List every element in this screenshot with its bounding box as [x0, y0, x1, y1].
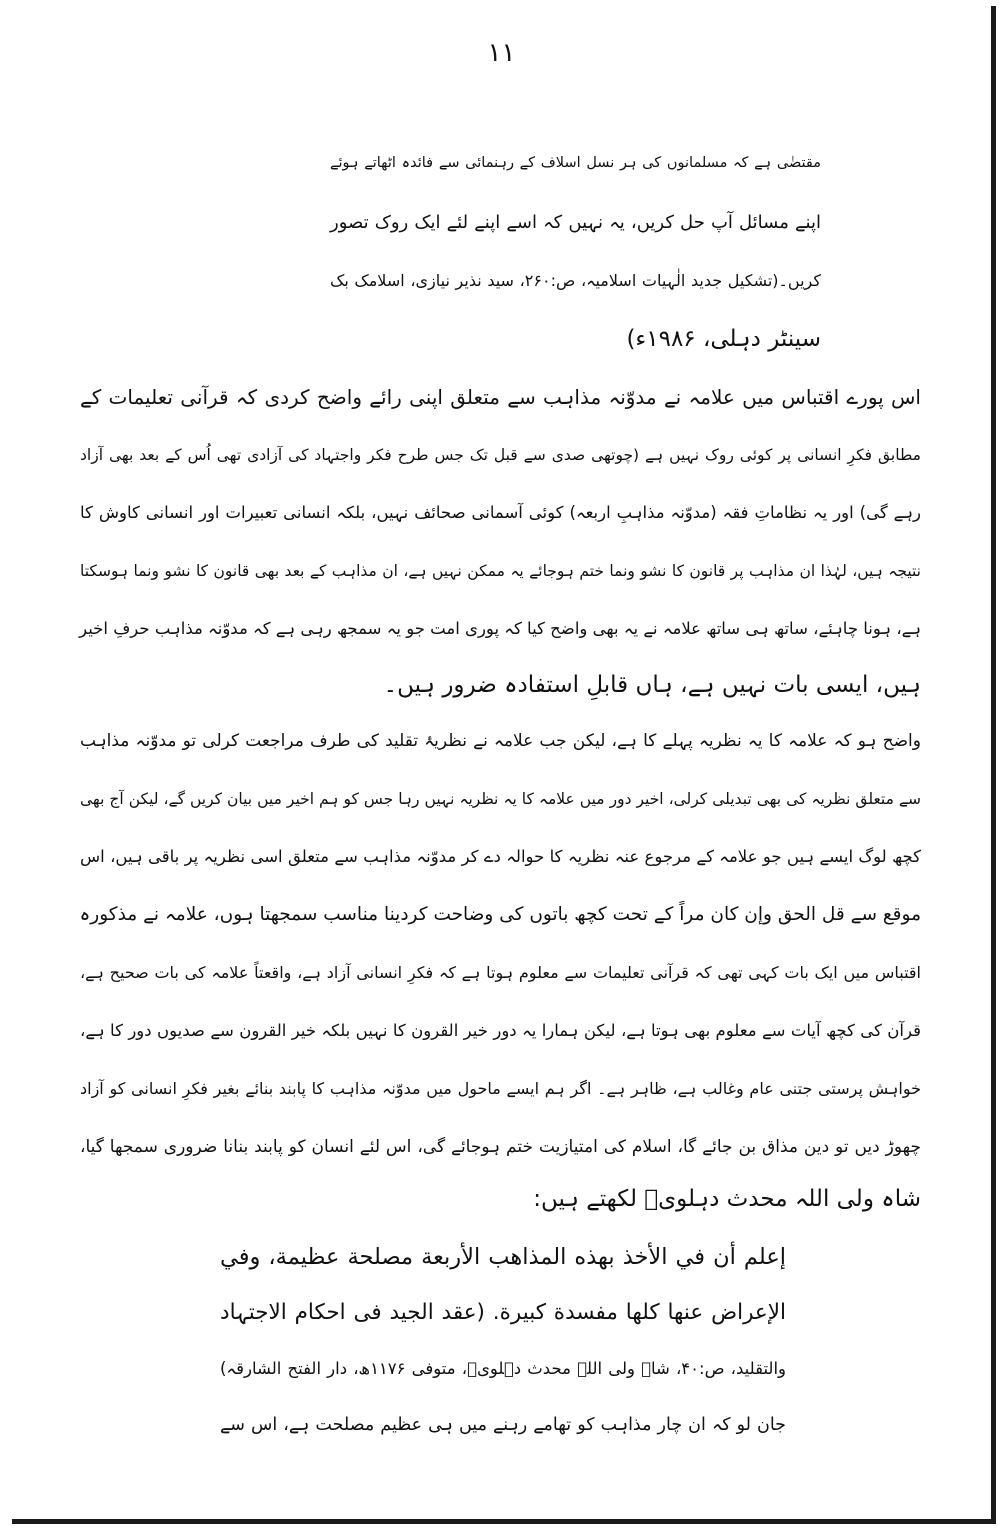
body-line: شاہ ولی اللہ محدث دہلویؒ لکھتے ہیں:	[533, 1186, 921, 1212]
body-line: سے متعلق نظریہ کی بھی تبدیلی کرلی، اخیر دور میں علامہ کا یہ نظریہ نہیں رہا جس کو ہم اخیر میں بیان کریں گے، لیکن آج بھی	[80, 790, 921, 808]
body-line: واضح ہو کہ علامہ کا یہ نظریہ پہلے کا ہے، لیکن جب علامہ نے نظریۂ تقلید کی طرف مراجعت کرلی تو مدوّنہ مذاہب	[80, 731, 921, 751]
body-line: خواہش پرستی جتنی عام وغالب ہے، ظاہر ہے۔ اگر ہم ایسے ماحول میں مدوّنہ مذاہب کا پابند بنائے بغیر فکرِ انسانی کو آزاد	[80, 1079, 921, 1098]
arabic-quote-line: إعلم أن في الأخذ بهذه المذاهب الأربعة مصلحة عظيمة، وفي	[220, 1244, 786, 1270]
arabic-quote-line: الإعراض عنها كلها مفسدة كبيرة. (عقد الجید فی احکام الاجتہاد	[220, 1300, 786, 1325]
body-line: ہیں، ایسی بات نہیں ہے، ہاں قابلِ استفادہ ضرور ہیں۔	[383, 672, 921, 698]
body-line: رہے گی) اور یہ نظاماتِ فقہ (مدوّنہ مذاہبِ اربعہ) کوئی آسمانی صحائف نہیں، بلکہ انسانی تعبیرات اور انسانی کاوش کا	[80, 503, 921, 522]
body-line: نتیجہ ہیں، لہٰذا ان مذاہب پر قانون کا نشو ونما ختم ہوجائے یہ ممکن نہیں ہے، ان مذاہب کے بعد بھی قانون کا نشو ونما ہوسکتا	[80, 562, 921, 580]
citation-line: والتقلید، ص:۴۰، شاہ ولی اللہ محدث دہلویؒ، متوفی ۱۱۷۶ھ، دار الفتح الشارقہ)	[220, 1359, 787, 1378]
body-line: کچھ لوگ ایسے ہیں جو علامہ کے مرجوع عنہ نظریہ کا حوالہ دے کر مدوّنہ مذاہب سے متعلق اسی نظریہ پر باقی ہیں، اس	[80, 847, 921, 866]
body-line: مطابق فکرِ انسانی پر کوئی روک نہیں ہے (چوتھی صدی سے قبل تک جس طرح فکر واجتہاد کی آزادی تھی اُس کے بعد بھی آزاد	[80, 446, 921, 464]
quote-line: کریں۔(تشکیل جدید الٰہیات اسلامیہ، ص:۲۶۰، سید نذیر نیازی، اسلامک بک	[330, 271, 822, 290]
page-number: ۱۱	[487, 38, 516, 68]
body-line: موقع سے قل الحق وإن کان مراً کے تحت کچھ باتوں کی وضاحت کردینا مناسب سمجھتا ہوں، علامہ نے مذکورہ	[79, 904, 921, 925]
body-line: ہے، ہونا چاہئے، ساتھ ہی ساتھ علامہ نے یہ بھی واضح کیا کہ پوری امت جو یہ سمجھ رہی ہے کہ مدوّنہ مذاہب حرفِ اخیر	[79, 619, 921, 638]
quote-line: سینٹر دہلی، ۱۹۸۶ء)	[626, 326, 821, 352]
body-line: اس پورے اقتباس میں علامہ نے مدوّنہ مذاہب سے متعلق اپنی رائے واضح کردی کہ قرآنی تعلیمات کے	[80, 385, 921, 409]
body-line: قرآن کی کچھ آیات سے معلوم بھی ہوتا ہے، لیکن ہمارا یہ دور خیر القرون کا نہیں بلکہ خیر القرون سے صدیوں دور کا ہے،	[80, 1021, 921, 1040]
body-line: اقتباس میں ایک بات کہی تھی کہ قرآنی تعلیمات سے معلوم ہوتا ہے کہ فکرِ انسانی آزاد ہے، واقعتاً علامہ کی بات صحیح ہے،	[80, 963, 921, 982]
translation-line: جان لو کہ ان چار مذاہب کو تھامے رہنے میں ہی عظیم مصلحت ہے، اس سے	[220, 1415, 786, 1435]
quote-line: اپنے مسائل آپ حل کریں، یہ نہیں کہ اسے اپنے لئے ایک روک تصور	[330, 212, 821, 233]
page-frame	[12, 6, 996, 1524]
body-line: چھوڑ دیں تو دین مذاق بن جائے گا، اسلام کی امتیازیت ختم ہوجائے گی، اس لئے انسان کو پابند بنانا ضروری سمجھا گیا،	[80, 1137, 921, 1157]
quote-line: مقتضٰی ہے کہ مسلمانوں کی ہر نسل اسلاف کے رہنمائی سے فائدہ اٹھاتے ہوئے	[330, 155, 821, 171]
